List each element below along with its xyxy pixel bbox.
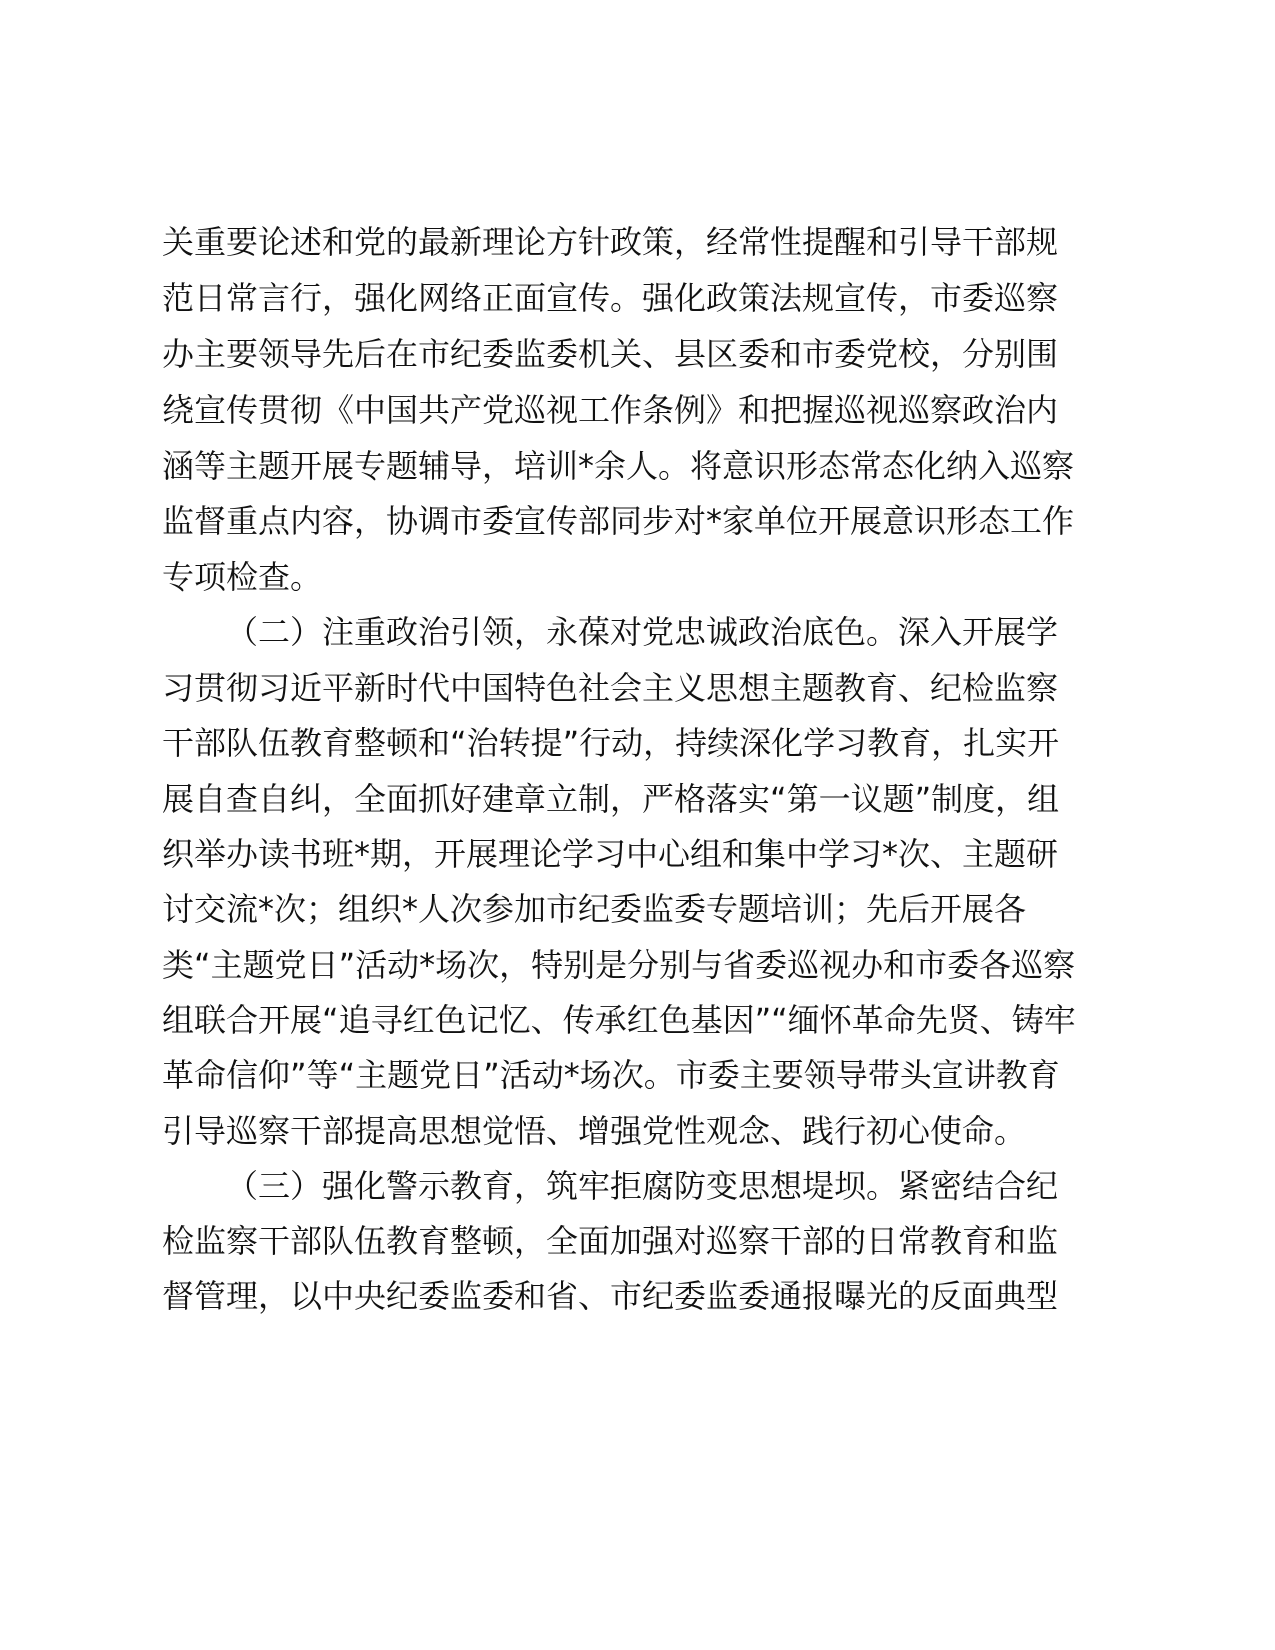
text-line: 习贯彻习近平新时代中国特色社会主义思想主题教育、纪检监察	[162, 669, 1059, 707]
text-line: 革命信仰”等“主题党日”活动*场次。市委主要领导带头宣讲教育	[162, 1056, 1060, 1094]
text-line: 监督重点内容，协调市委宣传部同步对*家单位开展意识形态工作	[162, 502, 1075, 540]
text-line: 绕宣传贯彻《中国共产党巡视工作条例》和把握巡视巡察政治内	[162, 391, 1059, 429]
text-line: 织举办读书班*期，开展理论学习中心组和集中学习*次、主题研	[162, 835, 1059, 873]
text-line: 关重要论述和党的最新理论方针政策，经常性提醒和引导干部规	[162, 223, 1059, 261]
text-line: 引导巡察干部提高思想觉悟、增强党性观念、践行初心使命。	[162, 1112, 1027, 1150]
text-line: 专项检查。	[162, 558, 323, 596]
text-line: 展自查自纠，全面抓好建章立制，严格落实“第一议题”制度，组	[162, 780, 1060, 818]
text-line: 讨交流*次；组织*人次参加市纪委监委专题培训；先后开展各	[162, 890, 1027, 928]
text-line: 督管理，以中央纪委监委和省、市纪委监委通报曝光的反面典型	[162, 1277, 1059, 1315]
section-heading-line: （三）强化警示教育，筑牢拒腐防变思想堤坝。紧密结合纪	[226, 1167, 1059, 1205]
text-line: 办主要领导先后在市纪委监委机关、县区委和市委党校，分别围	[162, 335, 1059, 373]
text-line: 涵等主题开展专题辅导，培训*余人。将意识形态常态化纳入巡察	[162, 447, 1075, 485]
text-line: 干部队伍教育整顿和“治转提”行动，持续深化学习教育，扎实开	[162, 724, 1060, 762]
section-heading-line: （二）注重政治引领，永葆对党忠诚政治底色。深入开展学	[226, 613, 1059, 651]
text-line: 检监察干部队伍教育整顿，全面加强对巡察干部的日常教育和监	[162, 1222, 1059, 1260]
text-line: 类“主题党日”活动*场次，特别是分别与省委巡视办和市委各巡察	[162, 946, 1076, 984]
text-line: 范日常言行，强化网络正面宣传。强化政策法规宣传，市委巡察	[162, 279, 1059, 317]
text-line: 组联合开展“追寻红色记忆、传承红色基因”“缅怀革命先贤、铸牢	[162, 1001, 1076, 1039]
